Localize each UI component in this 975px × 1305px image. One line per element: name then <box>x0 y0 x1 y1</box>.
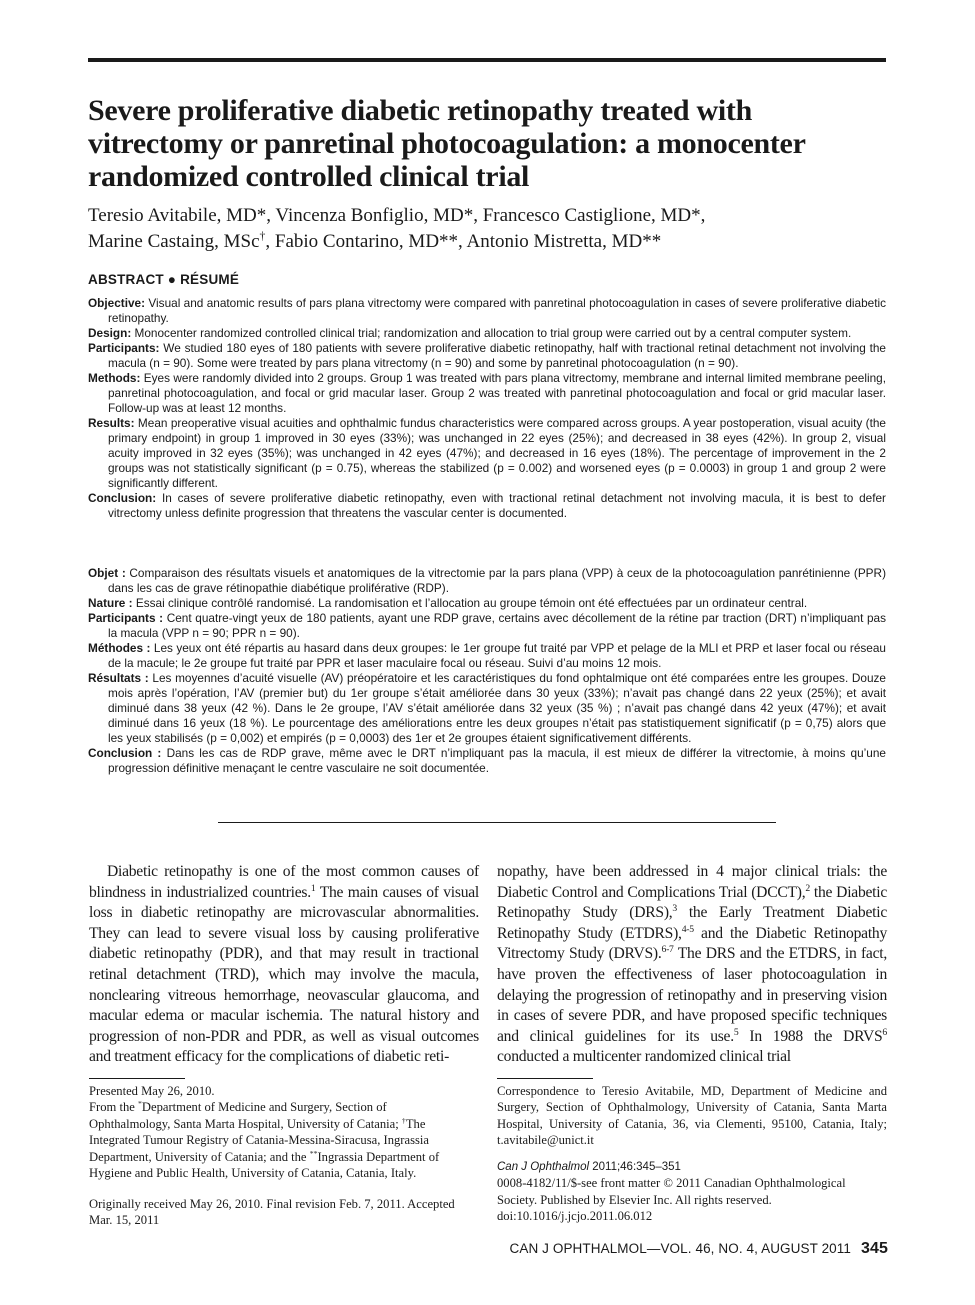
reference-superscript: 4-5 <box>681 923 694 935</box>
footnote-affiliations <box>89 1083 469 1181</box>
author-list <box>88 203 888 255</box>
reference-superscript: 3 <box>672 903 677 914</box>
doi: doi:10.1016/j.jcjo.2011.06.012 <box>497 1209 653 1224</box>
presented-date: Presented May 26, 2010. <box>89 1084 215 1098</box>
resume-section: Nature : Essai clinique contrôlé randomisé. La randomisation et l’allocation au groupe témoin ont été effectuées par un ordinateur central. <box>88 596 808 610</box>
abstract-english <box>88 296 886 521</box>
reference-superscript: 2 <box>805 882 810 894</box>
footnote-rule-right <box>497 1078 593 1079</box>
reference-superscript: 1 <box>310 882 316 894</box>
journal-citation: Can J Ophthalmol 2011;46:345–351 <box>497 1161 681 1173</box>
top-rule <box>88 58 886 62</box>
abstract-heading: ABSTRACT ● RÉSUMÉ <box>88 272 240 287</box>
resume-section: Résultats : Les moyennes d’acuité visuelle (AV) préopératoire et les caractéristiques du fond ophtalmique ont été comparées entre les groupes. Douze mois après l’opération, l’AV (premier but) du 1er groupe s’était améliorée dans 30 yeux (33%); n’avait pas changé dans 22 yeux (25%); et avait diminué dans 38 yeux (42 %). Dans le 2e groupe, l’AV s’était améliorée dans 32 yeux (35 %) ; n’avait pas changé dans 42 yeux (47%); et avait diminué dans 16 yeux (18 %). Le pourcentage des améliorations entre les deux groupes n’était pas statistiquement significatif (p = 0,75) alors que les yeux stabilisés (p = 0,002) et empirés (p = 0,0003) des 1er et 2e groupes étaient significativement différents. <box>88 671 886 745</box>
abstract-section: Participants: We studied 180 eyes of 180 patients with severe proliferative diabetic retinopathy, half with tractional retinal detachment not involving the macula (n = 90). Some were treated by pars plana vitrectomy (n = 90) and some by panretinal photocoagulation (n = 90). <box>88 341 886 370</box>
copyright-notice: 0008-4182/11/$-see front matter © 2011 Canadian Ophthalmological Society. Published by Elsevier Inc. All rights reserved. <box>497 1176 846 1207</box>
running-footer <box>490 1240 888 1258</box>
article-title: Severe proliferative diabetic retinopathy treated with vitrectomy or panretinal photocoagulation: a monocenter randomized controlled clinical trial <box>88 94 806 193</box>
footnote-correspondence: Correspondence to Teresio Avitabile, MD, Department of Medicine and Surgery, Section of Ophthalmology, University of Catania, Santa Marta Hospital, University of Catania, 36, via Clementi, 95100, Catania, Italy; t.avitabile@unict.it <box>497 1084 887 1148</box>
abstract-section: Methods: Eyes were randomly divided into 2 groups. Group 1 was treated with pars plana vitrectomy, membrane and internal limited membrane peeling, panretinal photocoagulation, and focal or grid macular laser. Group 2 was treated with panretinal photocoagulation and focal or grid macular laser. Follow-up was at least 12 months. <box>88 371 886 415</box>
body-column-left: Diabetic retinopathy is one of the most common causes of blindness in industrialized countries.$^1$ The main causes of visual loss in diabetic retinopathy are microvascular abnormalities. They can lead to severe visual loss by causing proliferative diabetic retinopathy (PDR), and that may result in tractional retinal detachment (TRD), which may involve the macula, nonclearing vitreous hemorrhage, neovascular glaucoma, and macular edema or macular ischemia. The natural history and progression of non-PDR and PDR, as well as visual outcomes and treatment efficacy for the complications of diabetic reti- <box>89 863 479 1066</box>
reference-superscript: 5 <box>733 1026 739 1038</box>
authors-line-2: Marine Castaing, MSc†, Fabio Contarino, MD**, Antonio Mistretta, MD** <box>88 229 662 252</box>
footnote-publication-info <box>497 1159 887 1225</box>
affiliations: From the *Department of Medicine and Surgery, Section of Ophthalmology, Santa Marta Hospital, University of Catania; †The Integrated Tumour Registry of Catania-Messina-Siracusa, Ingrassia Department, University of Catania; and the **Ingrassia Department of Hygiene and Public Health, University of Catania, Catania, Italy. <box>89 1099 440 1181</box>
email-link[interactable]: t.avitabile@unict.it <box>497 1133 594 1148</box>
resume-section: Participants : Cent quatre-vingt yeux de 180 patients, ayant une RDP grave, certains avec décollement de la rétine par traction (DRT) n’impliquant pas la macula (VPP n = 90; PPR n = 90). <box>88 611 887 640</box>
page-number: 345 <box>861 1240 888 1257</box>
resume-section: Conclusion : Dans les cas de RDP grave, même avec le DRT n’impliquant pas la macula, il est mieux de différer la vitrectomie, à moins qu’une progression définitive menaçant le centre vasculaire ne soit documentée. <box>88 746 886 775</box>
abstract-french <box>88 566 886 776</box>
reference-superscript: 6-7 <box>661 944 674 956</box>
abstract-section: Results: Mean preoperative visual acuities and ophthalmic fundus characteristics were compared across groups. A year postoperation, visual acuity (the primary endpoint) in group 1 improved in 30 eyes (33%); was unchanged in 22 eyes (25%); and decreased in 38 eyes (42%). In group 2, visual acuity improved in 32 eyes (35%); was unchanged in 42 eyes (47%); and decreased in 16 eyes (18%). The percentage of improvement in the 2 groups was not statistically significant (p = 0.75), whereas the stabilized (p = 0.002) and worsened eyes (p = 0.0003) in group 1 and group 2 were significantly different. <box>88 416 886 490</box>
body-column-right: nopathy, have been addressed in 4 major clinical trials: the Diabetic Control and Complications Trial (DCCT),$^2$ the Diabetic Retinopathy Study (DRS),$^3$ the Early Treatment Diabetic Retinopathy Study (ETDRS),$^{4-5}$ and the Diabetic Retinopathy Vitrectomy Study (DRVS).$^{6-7}$ The DRS and the ETDRS, in fact, have proven the effectiveness of laser photocoagulation in delaying the progression of retinopathy and in preserving vision in cases of severe PDR, and have proposed specific techniques and clinical guidelines for its use.$^5$ In 1988 the DRVS$^6$ conducted a multicenter randomized clinical trial <box>497 863 888 1066</box>
resume-section: Méthodes : Les yeux ont été répartis au hasard dans deux groupes: le 1er groupe fut traité par VPP et pelage de la MLI et PRP et laser focal ou réseau de la macule; le 2e groupe fut traité par PPR et laser maculaire focal ou réseau. Suivi d’au moins 12 mois. <box>88 641 886 670</box>
reference-superscript: 6 <box>882 1026 887 1038</box>
authors-line-1: Teresio Avitabile, MD*, Vincenza Bonfiglio, MD*, Francesco Castiglione, MD*, <box>88 205 706 226</box>
abstract-section: Conclusion: In cases of severe proliferative diabetic retinopathy, even with tractional retinal detachment not involving macula, it is best to defer vitrectomy unless definite progression that threatens the vascular center is documented. <box>88 491 886 520</box>
section-divider <box>218 822 776 823</box>
resume-section: Objet : Comparaison des résultats visuels et anatomiques de la vitrectomie par la pars plana (VPP) à ceux de la photocoagulation panrétinienne (PPR) dans les cas de grave rétinopathie diabétique proliférative (RDP). <box>88 566 887 595</box>
footnote-rule-left <box>89 1078 185 1079</box>
journal-issue-info: CAN J OPHTHALMOL—VOL. 46, NO. 4, AUGUST 2011 <box>509 1241 851 1256</box>
abstract-section: Design: Monocenter randomized controlled clinical trial; randomization and allocation to trial group were carried out by a central computer system. <box>88 326 852 340</box>
abstract-section: Objective: Visual and anatomic results of pars plana vitrectomy were compared with panretinal photocoagulation in cases of severe proliferative diabetic retinopathy. <box>88 296 886 325</box>
footnote-received-dates: Originally received May 26, 2010. Final revision Feb. 7, 2011. Accepted Mar. 15, 2011 <box>89 1197 455 1228</box>
